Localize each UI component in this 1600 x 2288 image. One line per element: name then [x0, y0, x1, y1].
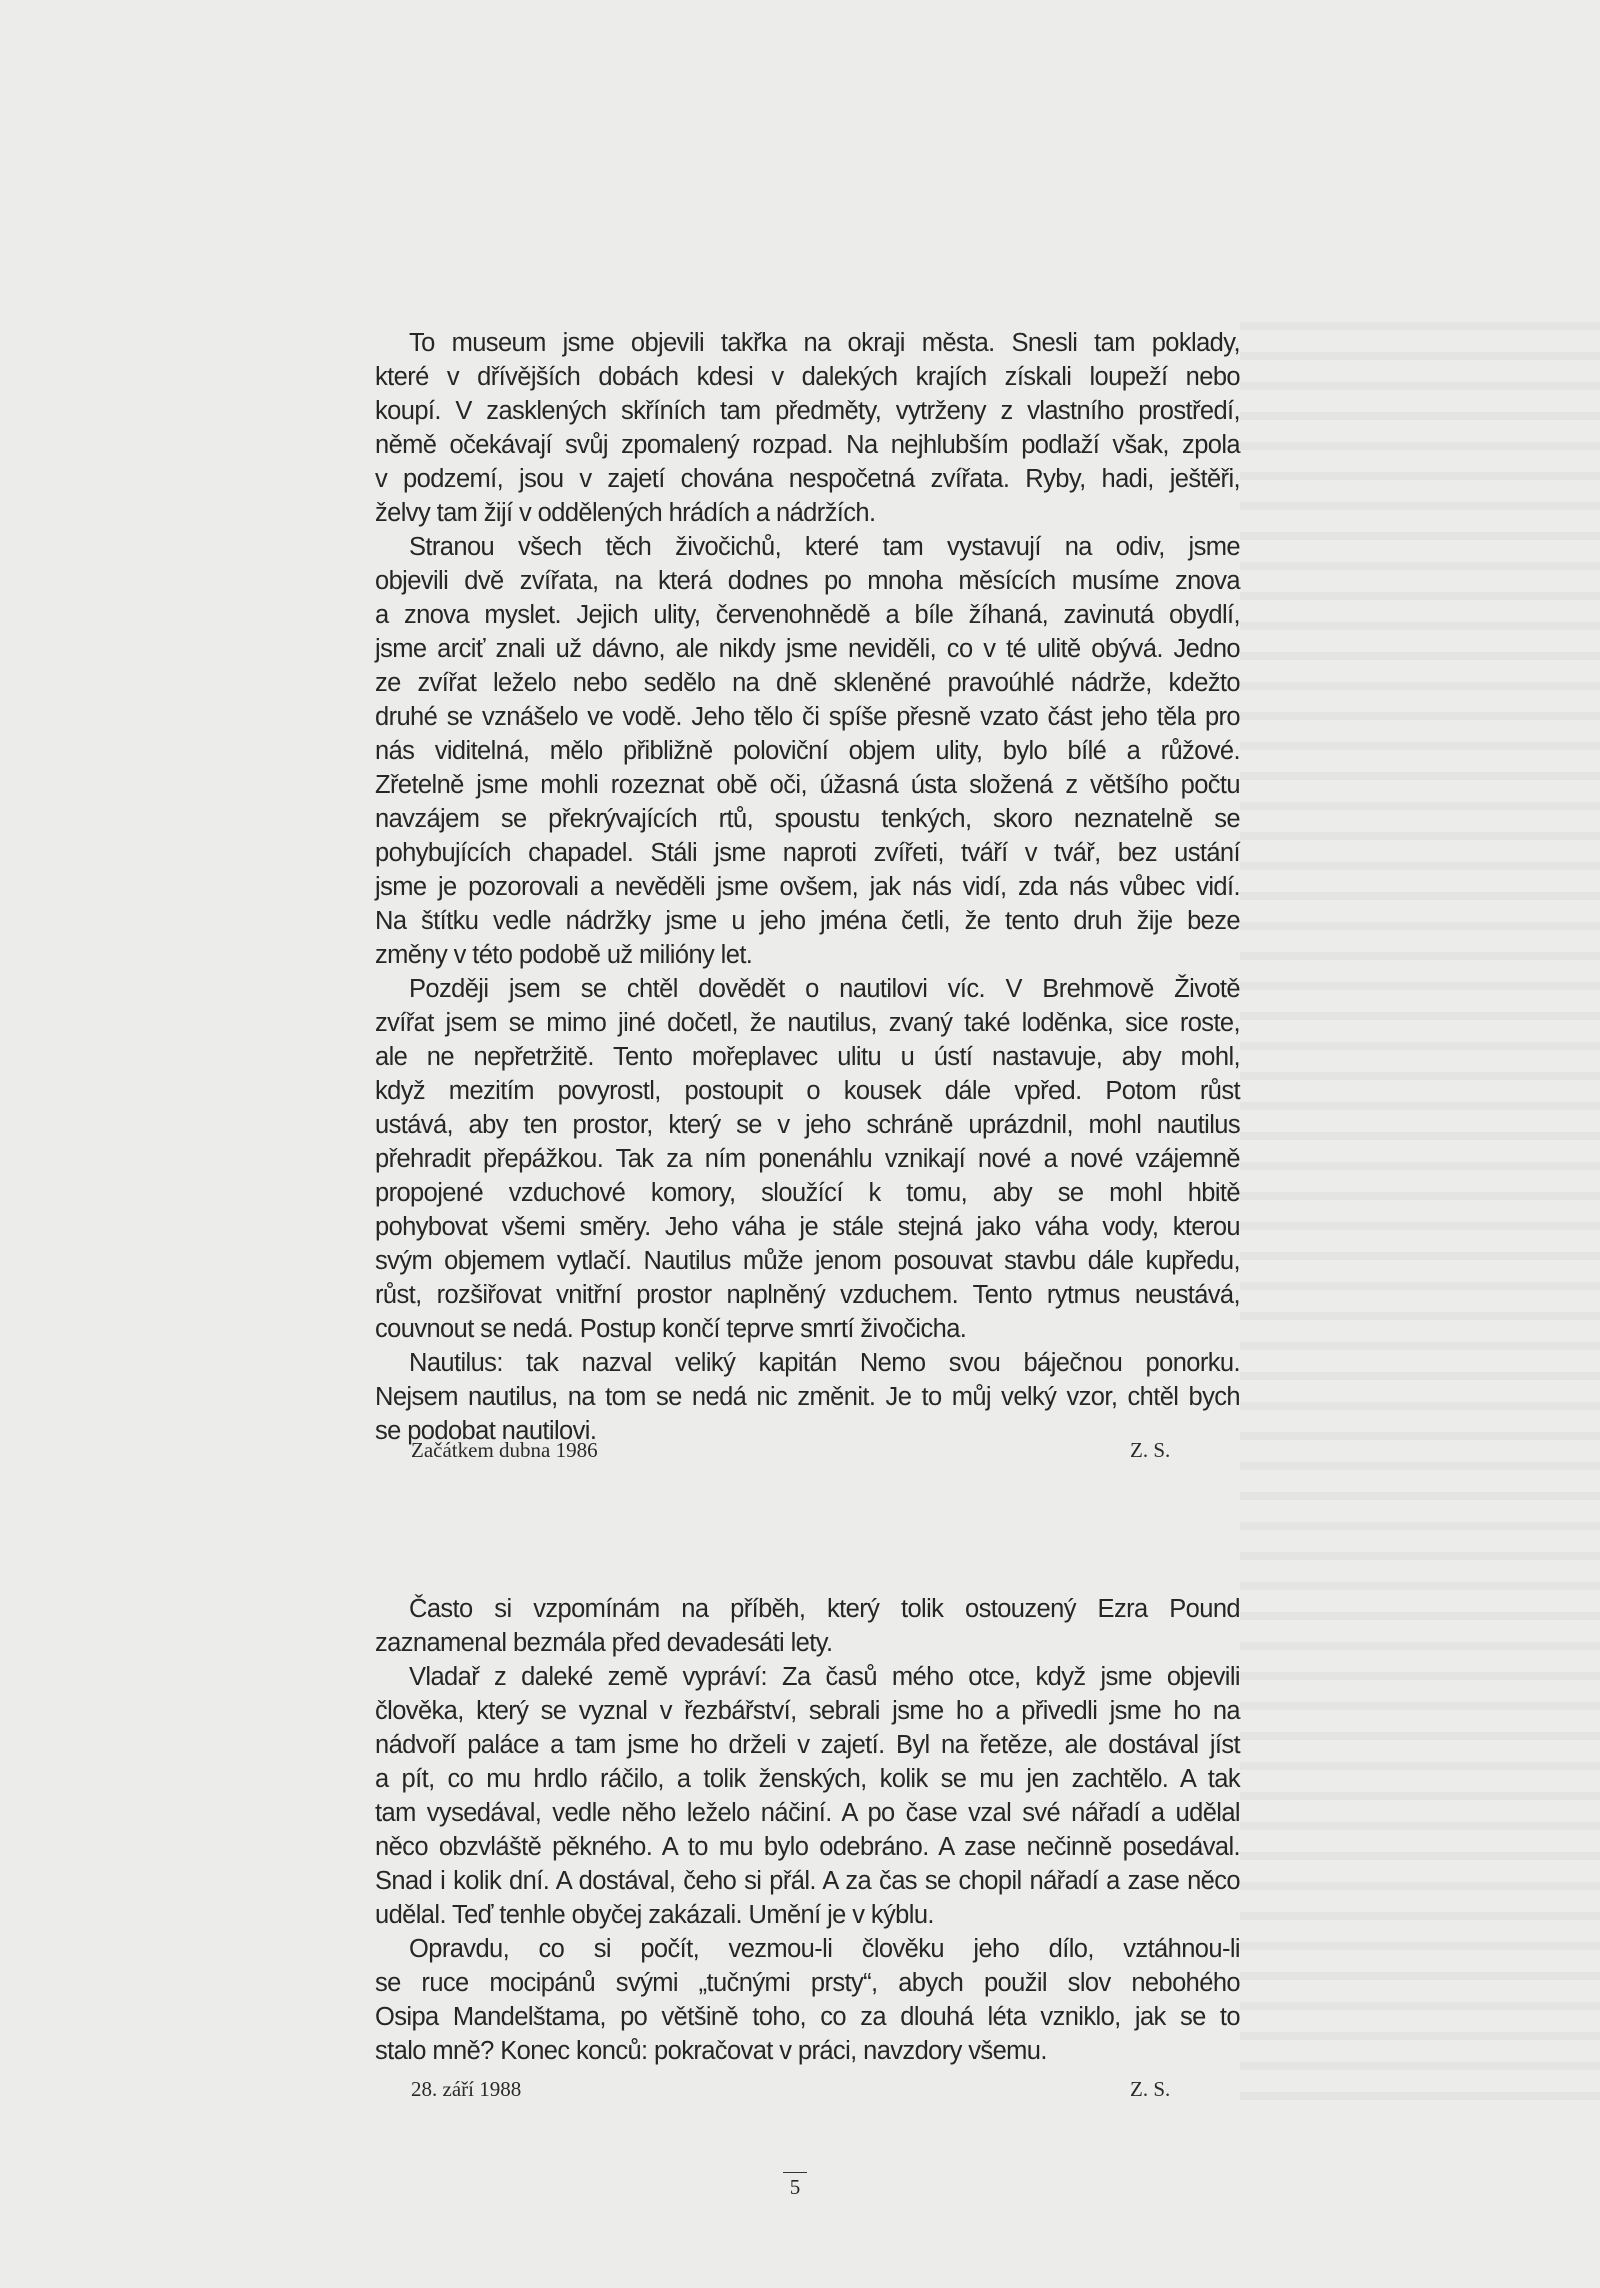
- text-line: nádvoří paláce a tam jsme ho drželi v zajetí. Byl na řetěze, ale dostával jíst: [375, 1731, 1240, 1759]
- text-line: Zřetelně jsme mohli rozeznat obě oči, úžasná ústa složená z většího počtu: [375, 771, 1240, 799]
- text-line: se podobat nautilovi.: [375, 1417, 597, 1445]
- text-line: ze zvířat leželo nebo sedělo na dně skleněné pravoúhlé nádrže, kdežto: [375, 669, 1240, 697]
- text-line: v podzemí, jsou v zajetí chována nespočetná zvířata. Ryby, hadi, ještěři,: [375, 465, 1240, 493]
- text-line: jsme je pozorovali a nevěděli jsme ovšem, jak nás vidí, zda nás vůbec vidí.: [375, 873, 1240, 901]
- text-line: se ruce mocipánů svými „tučnými prsty“, abych použil slov nebohého: [375, 1969, 1240, 1997]
- text-line: Snad i kolik dní. A dostával, čeho si přál. A za čas se chopil nářadí a zase něco: [375, 1867, 1240, 1895]
- essay-section-1988: [375, 1592, 1240, 2068]
- text-line: druhé se vznášelo ve vodě. Jeho tělo či spíše přesně vzato část jeho těla pro: [375, 703, 1240, 731]
- text-line: Nautilus: tak nazval veliký kapitán Nemo svou báječnou ponorku.: [409, 1349, 1240, 1377]
- text-line: couvnout se nedá. Postup končí teprve smrtí živočicha.: [375, 1315, 967, 1343]
- paragraph: [375, 1346, 1240, 1448]
- text-line: Stranou všech těch živočichů, které tam vystavují na odiv, jsme: [409, 533, 1240, 561]
- text-line: tam vysedával, vedle něho leželo náčiní. A po čase vzal své nářadí a udělal: [375, 1799, 1240, 1827]
- paragraph: [375, 326, 1240, 530]
- text-line: když mezitím povyrostl, postoupit o kousek dále vpřed. Potom růst: [375, 1077, 1240, 1105]
- text-line: navzájem se překrývajících rtů, spoustu tenkých, skoro neznatelně se: [375, 805, 1240, 833]
- text-line: ale ne nepřetržitě. Tento mořeplavec ulitu u ústí nastavuje, aby mohl,: [375, 1043, 1240, 1071]
- text-line: Opravdu, co si počít, vezmou-li člověku jeho dílo, vztáhnou-li: [409, 1935, 1240, 1963]
- text-line: zaznamenal bezmála před devadesáti lety.: [375, 1629, 833, 1657]
- text-line: Často si vzpomínám na příběh, který tolik ostouzený Ezra Pound: [409, 1595, 1240, 1623]
- text-line: Na štítku vedle nádržky jsme u jeho jména četli, že tento druh žije beze: [375, 907, 1240, 935]
- text-line: objevili dvě zvířata, na která dodnes po mnoha měsících musíme znova: [375, 567, 1240, 595]
- essay-section-1986: [375, 326, 1240, 1448]
- signature-1986: Z. S.: [1130, 1438, 1171, 1462]
- text-line: nás viditelná, mělo přibližně poloviční objem ulity, bylo bílé a růžové.: [375, 737, 1240, 765]
- text-line: Vladař z daleké země vypráví: Za časů mého otce, když jsme objevili: [409, 1663, 1240, 1691]
- text-line: které v dřívějších dobách kdesi v dalekých krajích získali loupeží nebo: [375, 363, 1240, 391]
- text-line: jsme arciť znali už dávno, ale nikdy jsme neviděli, co v té ulitě obývá. Jedno: [375, 635, 1240, 663]
- text-line: něco obzvláště pěkného. A to mu bylo odebráno. A zase nečinně posedával.: [375, 1833, 1240, 1861]
- text-line: změny v této podobě už milióny let.: [375, 941, 753, 969]
- page-number: 5: [783, 2172, 807, 2200]
- paragraph: [375, 530, 1240, 972]
- text-line: Nejsem nautilus, na tom se nedá nic změnit. Je to můj velký vzor, chtěl bych: [375, 1383, 1240, 1411]
- text-line: pohybujících chapadel. Stáli jsme naproti zvířeti, tváří v tvář, bez ustání: [375, 839, 1240, 867]
- text-line: svým objemem vytlačí. Nautilus může jenom posouvat stavbu dále kupředu,: [375, 1247, 1240, 1275]
- signature-1988: Z. S.: [1130, 2077, 1171, 2101]
- text-line: člověka, který se vyznal v řezbářství, sebrali jsme ho a přivedli jsme ho na: [375, 1697, 1240, 1725]
- text-line: pohybovat všemi směry. Jeho váha je stále stejná jako váha vody, kterou: [375, 1213, 1240, 1241]
- text-line: ustává, aby ten prostor, který se v jeho schráně uprázdnil, mohl nautilus: [375, 1111, 1240, 1139]
- text-line: Osipa Mandelštama, po většině toho, co za dlouhá léta vzniklo, jak se to: [375, 2003, 1240, 2031]
- text-line: růst, rozšiřovat vnitřní prostor naplněný vzduchem. Tento rytmus neustává,: [375, 1281, 1240, 1309]
- text-line: a znova myslet. Jejich ulity, červenohnědě a bíle žíhaná, zavinutá obydlí,: [375, 601, 1240, 629]
- date-1988: 28. září 1988: [411, 2077, 522, 2101]
- text-line: To museum jsme objevili takřka na okraji města. Snesli tam poklady,: [409, 329, 1240, 357]
- paragraph: [375, 1592, 1240, 1660]
- text-line: Později jsem se chtěl dovědět o nautilovi víc. V Brehmově Životě: [409, 975, 1240, 1003]
- text-line: propojené vzduchové komory, sloužící k tomu, aby se mohl hbitě: [375, 1179, 1240, 1207]
- show-through-background: [1240, 300, 1600, 2100]
- text-line: želvy tam žijí v oddělených hrádích a nádržích.: [375, 499, 876, 527]
- text-line: přehradit přepážkou. Tak za ním ponenáhlu vznikají nové a nové vzájemně: [375, 1145, 1240, 1173]
- date-1986: Začátkem dubna 1986: [411, 1438, 598, 1462]
- text-line: koupí. V zasklených skříních tam předměty, vytrženy z vlastního prostředí,: [375, 397, 1240, 425]
- paragraph: [375, 1932, 1240, 2068]
- text-line: udělal. Teď tenhle obyčej zakázali. Umění je v kýblu.: [375, 1901, 934, 1929]
- text-line: zvířat jsem se mimo jiné dočetl, že nautilus, zvaný také loděnka, sice roste,: [375, 1009, 1240, 1037]
- text-line: a pít, co mu hrdlo ráčilo, a tolik ženských, kolik se mu jen zachtělo. A tak: [375, 1765, 1240, 1793]
- paragraph: [375, 972, 1240, 1346]
- text-line: stalo mně? Konec konců: pokračovat v práci, navzdory všemu.: [375, 2037, 1047, 2065]
- paragraph: [375, 1660, 1240, 1932]
- text-line: němě očekávají svůj zpomalený rozpad. Na nejhlubším podlaží však, zpola: [375, 431, 1240, 459]
